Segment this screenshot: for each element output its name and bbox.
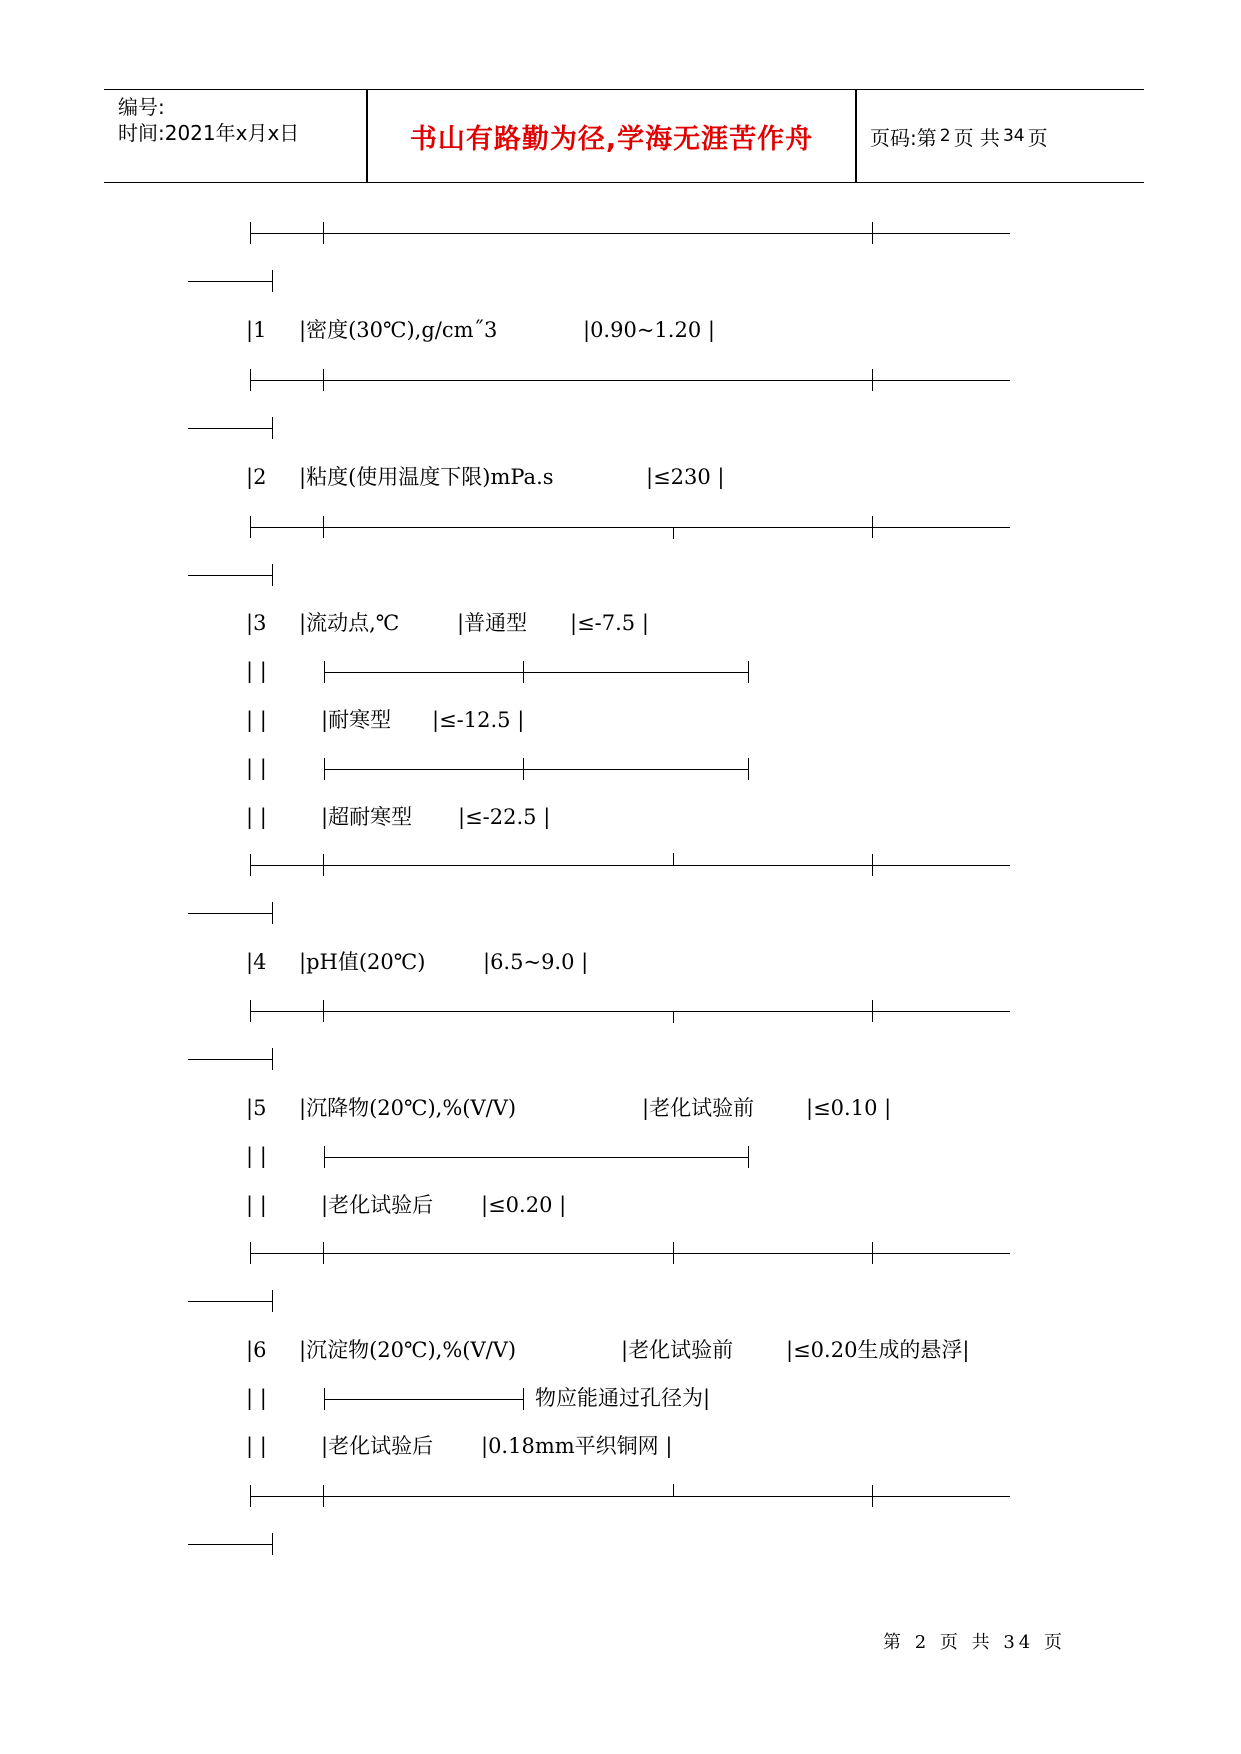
table-border-tick [324,1388,325,1410]
row-value: |0.18mm平织铜网 | [481,1434,673,1458]
table-border-tick [872,1242,873,1264]
row-subitem: |老化试验后 [321,1434,434,1458]
table-border-tick [323,516,324,538]
table-border-tick [324,661,325,683]
table-border-tick [673,527,674,539]
row-value: |6.5~9.0 | [483,950,589,974]
row-item: |沉淀物(20℃),%(V/V) [299,1338,517,1362]
table-border-tick [323,1485,324,1507]
row-item: |沉降物(20℃),%(V/V) [299,1096,517,1120]
row-prefix: | | [246,1434,267,1458]
row-subitem: |耐寒型 [321,708,392,732]
table-border-tick [272,902,273,924]
table-border-tick [673,1242,674,1264]
table-border [188,1544,273,1545]
table-border-tick [872,1485,873,1507]
serial-label: 编号: [118,95,165,119]
row-prefix: | | [246,1193,267,1217]
table-border-tick [872,854,873,876]
row-number: |5 [246,1096,267,1120]
table-border-tick [250,516,251,538]
row-prefix: | | [246,1144,267,1168]
table-border [324,672,749,673]
table-border-tick [673,853,674,865]
row-item: |pH值(20℃) [299,950,426,974]
row-prefix: | | [246,805,267,829]
row-number: |2 [246,465,267,489]
row-subitem: |老化试验前 [621,1338,734,1362]
table-border-tick [872,222,873,244]
table-border [250,527,1010,528]
table-border-tick [323,369,324,391]
table-border [250,1496,1010,1497]
page-footer: 第 2 页 共 34 页 [883,1632,1066,1653]
time-label: 时间:2021年x月x日 [118,121,300,145]
table-border-tick [272,1048,273,1070]
table-border-tick [272,417,273,439]
table-border-tick [872,369,873,391]
table-border-tick [250,222,251,244]
table-border-tick [250,1242,251,1264]
row-prefix: | | [246,756,267,780]
table-border [250,380,1010,381]
table-border-tick [872,516,873,538]
table-border [250,865,1010,866]
table-border [324,1157,749,1158]
table-border-tick [272,1290,273,1312]
header-meta [118,94,368,146]
row-number: |6 [246,1338,267,1362]
table-border [250,1011,1010,1012]
table-border-tick [250,854,251,876]
page-header [104,89,1144,183]
row-value: |≤0.20生成的悬浮| [786,1338,970,1362]
table-border-tick [250,1000,251,1022]
table-border-tick [523,1388,524,1410]
row-number: |3 [246,611,267,635]
row-value: |≤-12.5 | [432,708,525,732]
row-value: |≤-22.5 | [458,805,551,829]
table-border [250,1253,1010,1254]
table-border [188,575,273,576]
table-border-tick [323,1242,324,1264]
row-number: |4 [246,950,267,974]
header-page-number [870,90,1048,182]
row-continuation: 物应能通过孔径为| [535,1386,711,1410]
table-border [188,281,273,282]
page-label-prefix: 页码:第 [870,125,937,150]
table-border-tick [748,1146,749,1168]
row-value: |0.90~1.20 | [583,318,715,342]
table-border-tick [748,758,749,780]
table-border-tick [324,758,325,780]
row-prefix: | | [246,1386,267,1410]
row-subitem: |老化试验前 [642,1096,755,1120]
table-border [250,233,1010,234]
table-border-tick [323,854,324,876]
table-border-tick [872,1000,873,1022]
row-item: |流动点,℃ [299,611,400,635]
row-item: |粘度(使用温度下限)mPa.s [299,465,554,489]
table-border [188,913,273,914]
header-motto: 书山有路勤为径,学海无涯苦作舟 [409,123,814,155]
table-border [188,428,273,429]
table-border-tick [323,1000,324,1022]
table-border-tick [523,758,524,780]
row-subitem: |超耐寒型 [321,805,413,829]
table-border-tick [272,270,273,292]
row-prefix: | | [246,708,267,732]
row-subitem: |普通型 [457,611,528,635]
table-border [188,1059,273,1060]
table-border-tick [250,1485,251,1507]
row-value: |≤230 | [646,465,725,489]
page-label-suffix: 页 [1027,125,1048,150]
row-subitem: |老化试验后 [321,1193,434,1217]
table-border-tick [272,564,273,586]
page-current: 2 [939,126,951,146]
table-border [188,1301,273,1302]
table-border [324,1399,523,1400]
table-border-tick [324,1146,325,1168]
table-border-tick [523,661,524,683]
table-border [324,769,749,770]
table-border-tick [673,1011,674,1023]
row-number: |1 [246,318,267,342]
table-border-tick [250,369,251,391]
row-item: |密度(30℃),g/cm˝3 [299,318,498,342]
table-border-tick [323,222,324,244]
row-value: |≤-7.5 | [570,611,649,635]
header-divider [855,90,857,182]
row-value: |≤0.10 | [806,1096,892,1120]
page-label-mid: 页 共 [953,125,1000,150]
page-total: 34 [1002,126,1025,146]
row-value: |≤0.20 | [481,1193,567,1217]
row-prefix: | | [246,659,267,683]
table-border-tick [272,1533,273,1555]
table-border-tick [748,661,749,683]
table-border-tick [673,1484,674,1496]
